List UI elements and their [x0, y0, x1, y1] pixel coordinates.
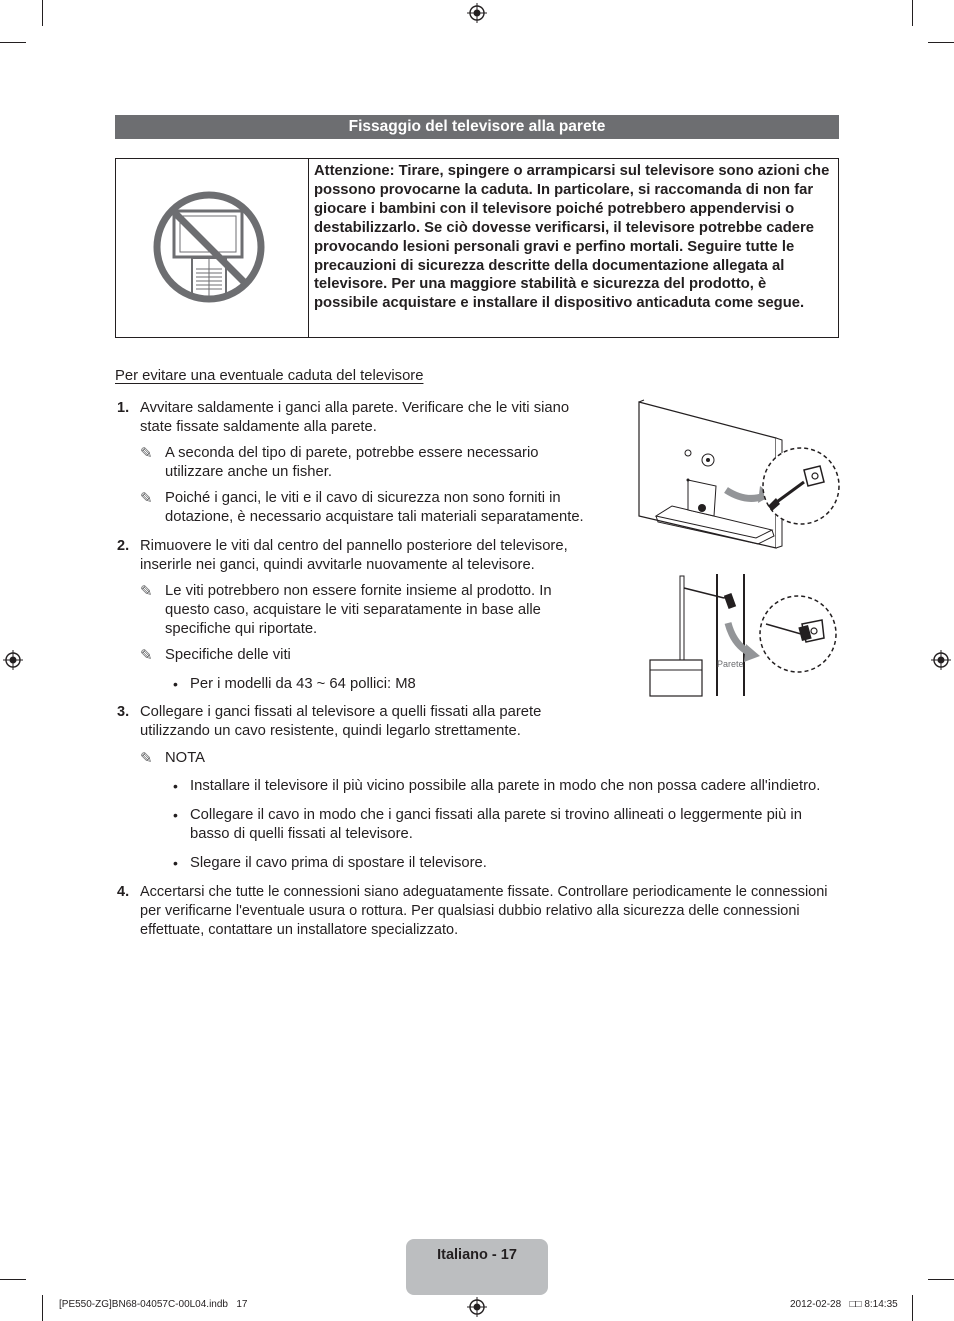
- registration-mark-icon: [3, 650, 23, 670]
- step-number: 4.: [117, 884, 130, 900]
- bullet-icon: •: [173, 778, 178, 794]
- note-text: Poiché i ganci, le viti e il cavo di sicurezza non sono forniti in dotazione, è necessario acquistare tali materiali separatamente.: [165, 490, 584, 525]
- print-datetime-slug: 2012-02-28 □□ 8:14:35: [790, 1299, 898, 1310]
- warning-image-cell: [116, 159, 309, 337]
- pencil-note-icon: ✎: [140, 445, 153, 462]
- step-text: Rimuovere le viti dal centro del pannello posteriore del televisore, inserirle nei ganci, quindi avvitarle nuovamente al televisore.: [140, 538, 568, 573]
- note-label: NOTA: [165, 750, 206, 766]
- pencil-note-icon: ✎: [140, 647, 153, 664]
- crop-mark: [42, 0, 43, 26]
- bullet-icon: •: [173, 855, 178, 871]
- step-number: 2.: [117, 538, 130, 554]
- bullet-text: Installare il televisore il più vicino possibile alla parete in modo che non possa cadere all'indietro.: [190, 778, 821, 794]
- crop-mark: [912, 1295, 913, 1321]
- step-text: Avvitare saldamente i ganci alla parete. Verificare che le viti siano state fissate saldamente alla parete.: [140, 400, 570, 435]
- bullet-icon: •: [173, 676, 178, 692]
- pencil-note-icon: ✎: [140, 750, 153, 767]
- crop-mark: [928, 1279, 954, 1280]
- bullet-icon: •: [173, 807, 178, 823]
- step-number: 3.: [117, 704, 130, 720]
- bullet-text: Collegare il cavo in modo che i ganci fissati alla parete si trovino allineati o leggermente più in basso di quelli fissati al televisore.: [190, 807, 802, 842]
- crop-mark: [928, 42, 954, 43]
- note-text: A seconda del tipo di parete, potrebbe essere necessario utilizzare anche un fisher.: [165, 445, 539, 480]
- pencil-note-icon: ✎: [140, 490, 153, 507]
- registration-mark-icon: [467, 3, 487, 23]
- note-text: Specifiche delle viti: [165, 647, 291, 663]
- section-title: Fissaggio del televisore alla parete: [115, 115, 839, 139]
- print-file-slug: [PE550-ZG]BN68-04057C-00L04.indb 17: [59, 1299, 248, 1310]
- warning-box: [115, 158, 839, 338]
- warning-text: Attenzione: Tirare, spingere o arrampicarsi sul televisore sono azioni che possono provocarne la caduta. In particolare, si raccomanda di non far giocare i bambini con il televisore poiché potrebbero appendervisi o destabilizzarlo. Se ciò dovesse verificarsi, il televisore potrebbe cadere provocando lesioni personali gravi e perfino mortali. Seguire tutte le precauzioni di sicurezza descritte della documentazione allegata al televisore. Per una maggiore stabilità e sicurezza del prodotto, è possibile acquistare e installare il dispositivo anticaduta come segue.: [314, 163, 830, 312]
- bullet-text: Slegare il cavo prima di spostare il televisore.: [190, 855, 487, 871]
- crop-mark: [912, 0, 913, 26]
- wall-label: Parete: [717, 659, 744, 669]
- wall-mount-figure: [636, 398, 842, 698]
- step-text: Collegare i ganci fissati al televisore a quelli fissati alla parete utilizzando un cavo resistente, quindi legarlo strettamente.: [140, 704, 542, 739]
- page-number-tab: Italiano - 17: [406, 1239, 548, 1295]
- step-number: 1.: [117, 400, 130, 416]
- subheading: Per evitare una eventuale caduta del televisore: [115, 368, 424, 384]
- registration-mark-icon: [931, 650, 951, 670]
- note-text: Le viti potrebbero non essere fornite insieme al prodotto. In questo caso, acquistare le viti separatamente in base alle specifiche qui riportate.: [165, 583, 552, 637]
- crop-mark: [0, 1279, 26, 1280]
- pencil-note-icon: ✎: [140, 583, 153, 600]
- registration-mark-icon: [467, 1297, 487, 1317]
- no-climbing-tv-icon: [116, 159, 308, 337]
- crop-mark: [42, 1295, 43, 1321]
- crop-mark: [0, 42, 26, 43]
- bullet-text: Per i modelli da 43 ~ 64 pollici: M8: [190, 676, 416, 692]
- step-text: Accertarsi che tutte le connessioni siano adeguatamente fissate. Controllare periodicamente le connessioni per verificarne l'eventuale usura o rottura. Per qualsiasi dubbio relativo alla sicurezza delle connessioni effettuate, contattare un installatore specializzato.: [140, 884, 828, 938]
